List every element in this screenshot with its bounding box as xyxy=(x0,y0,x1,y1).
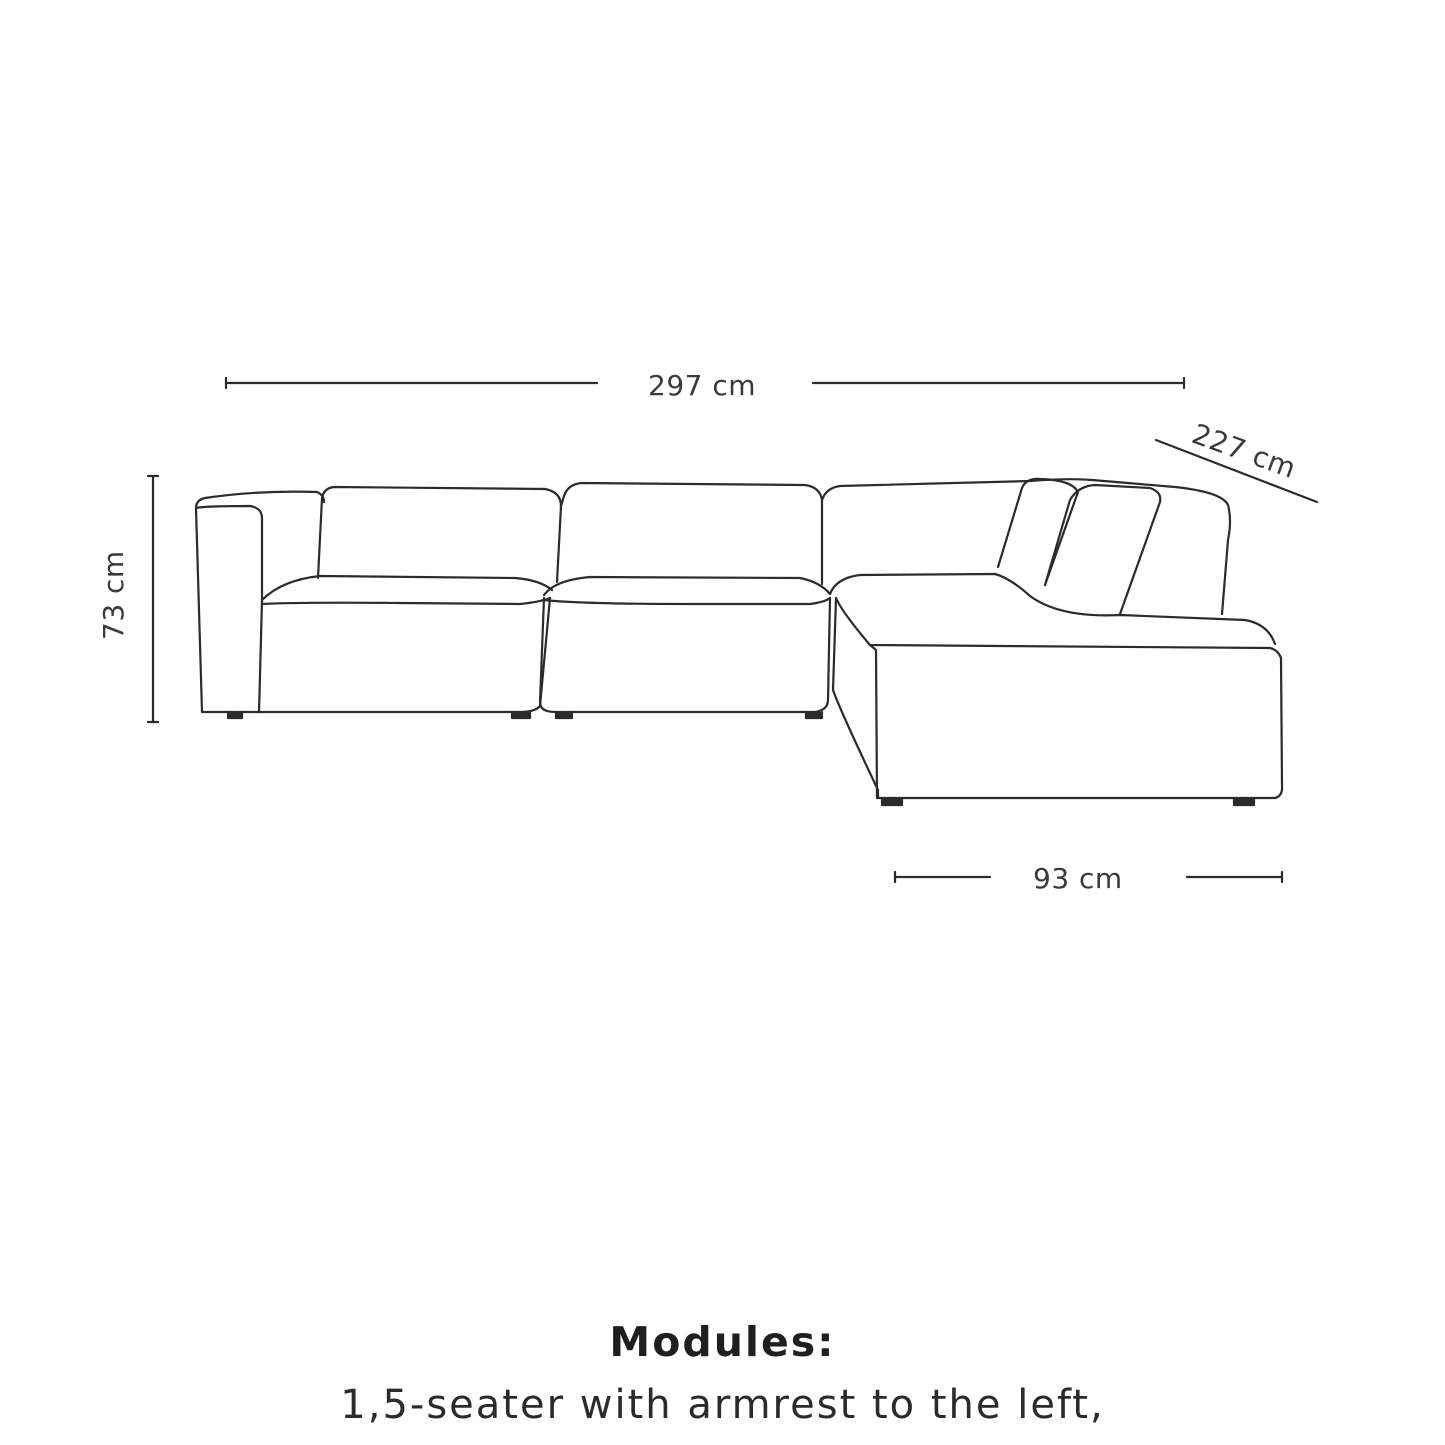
width-dimension-label: 297 cm xyxy=(648,369,757,402)
middle-module xyxy=(540,483,830,718)
depth-dimension-label: 227 cm xyxy=(1187,417,1301,486)
chaise-module xyxy=(822,479,1282,805)
left-armrest-module xyxy=(196,487,561,718)
height-dimension-label: 73 cm xyxy=(97,550,130,640)
chaise-width-dimension-label: 93 cm xyxy=(1033,862,1123,895)
modules-description-line: 1,5-seater with armrest to the left, xyxy=(340,1382,1105,1428)
height-dimension-line xyxy=(148,476,158,722)
modules-heading: Modules: xyxy=(609,1318,836,1366)
